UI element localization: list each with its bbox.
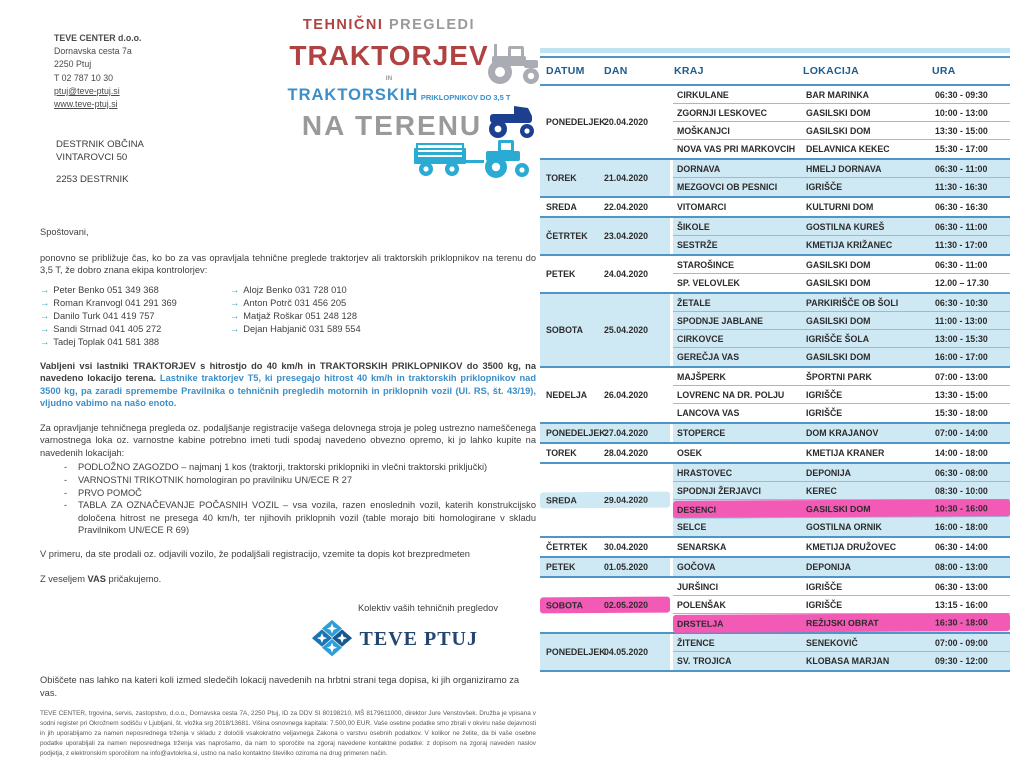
schedule-day-cell [540,558,670,576]
schedule-day-cell [540,198,670,216]
schedule-day [540,86,670,158]
table-row [673,424,1010,442]
cell-kraj: SELCE [677,522,707,532]
column-header-lokacija: LOKACIJA [803,65,860,77]
cell-lokacija: DEPONIJA [806,562,851,572]
cell-ura: 06:30 - 09:30 [935,89,988,100]
column-header-ura: URA [932,65,956,77]
schedule-day-date: 20.04.2020 [604,117,649,127]
schedule-rows [673,294,1010,366]
contact-item [230,310,490,323]
cell-kraj: CIRKOVCE [677,333,724,344]
equipment-item: - TABLA ZA OZNAČEVANJE POČASNIH VOZIL – vsa vozila, razen enoslednih vozil, katerih konstrukcijsko določena hitrost ne presega 40 km/h, ter njihovih priklopnih vozil (table morajo biti homologirane v skladu Pravilnikom UN/ECE R 69) [64,499,536,537]
cell-lokacija: REŽIJSKI OBRAT [805,617,879,629]
contact-name: Danilo Turk 041 419 757 [53,311,155,322]
table-row [673,482,1010,500]
cell-lokacija: KEREC [806,485,837,496]
cell-lokacija: KMETIJA KRIŽANEC [806,240,893,250]
contacts-column-right [230,284,490,350]
masthead-word-priklopnikov: PRIKLOPNIKOV DO 3,5 T [420,93,511,103]
trailer-tractor-icon-cyan [412,138,534,180]
cell-kraj: SPODNJE JABLANE [677,315,764,326]
schedule-day-group [540,578,1010,634]
table-row [673,518,1010,536]
cell-lokacija: DOM KRAJANOV [806,428,879,438]
contact-name: Alojz Benko 031 728 010 [243,284,347,295]
masthead-line1 [282,16,496,36]
schedule-day-group [540,368,1010,424]
recipient-block [56,138,144,186]
table-row [673,160,1010,178]
schedule-day-name: NEDELJA [546,390,588,400]
cell-ura: 06:30 - 14:00 [935,542,988,552]
cell-lokacija: BAR MARINKA [806,89,870,100]
signoff-line: Kolektiv vaših tehničnih pregledov [357,602,498,613]
schedule-day [540,294,670,366]
sender-email: ptuj@teve-ptuj.si [54,85,120,96]
cell-kraj: ZGORNJI LESKOVEC [677,107,767,118]
schedule-rows [673,634,1010,670]
cell-lokacija: HMELJ DORNAVA [806,163,882,174]
table-row-highlighted [673,499,1010,519]
contact-item [230,323,490,336]
contact-name: Tadej Toplak 041 581 388 [53,337,160,348]
schedule-day [540,218,670,254]
schedule-day-date: 22.04.2020 [604,202,649,212]
cell-kraj: ŽETALE [677,297,711,308]
schedule-day-highlighted [540,597,670,614]
fine-print: TEVE CENTER, trgovina, servis, zastopstvo, d.o.o., Dornavska cesta 7A, 2250 Ptuj, ID za DDV SI 80198210, MŠ 8179611000, direktor Jure Venstovšek. Družba je vpisana v sodni register pri Okrožnem sodišču v Ljubljani, št. vložka srg 2018/13681. Višina osnovnega kapitala: 7.500,00 EUR. Vaše osebne podatke smo zbrali v okviru naše dejavnosti in jih uporabljamo za namen neposrednega trženja v skladu z določili vsakokratno veljavnega Zakona o varstvu osebnih podatkov. V kolikor ne želite, da bi vaše osebne podatke uporabljali za namen neposrednega trženja vas naprošamo, da nam to sporočite na zgoraj navedene kontaktne podatke: z dopisom na zgoraj naveden naslov podjetja, z elektronskim sporočilom na info@avtokrka.si, ustno na našo kontaktno številko oziroma na drug primeren način. [40,710,536,758]
masthead-line4 [282,84,516,106]
schedule-day-group [540,464,1010,538]
schedule-day-name: SOBOTA [545,600,584,611]
sender-phone: T 02 787 10 30 [54,72,114,83]
schedule-rows [673,424,1010,442]
invitation-paragraph [40,360,536,410]
cell-lokacija: GASILSKI DOM [805,503,871,514]
cell-lokacija: IGRIŠČE [806,581,843,592]
schedule-day-cell [540,424,670,442]
schedule-day-highlighted [540,492,670,509]
schedule-day-cell [540,86,670,158]
cell-kraj: STOPERCE [677,428,726,438]
sender-city: 2250 Ptuj [54,59,92,70]
cell-ura: 11:00 - 13:00 [935,315,988,326]
contacts-list [40,284,536,350]
cell-lokacija: KMETIJA DRUŽOVEC [806,542,897,552]
table-row [673,140,1010,158]
schedule-day-cell [540,160,670,196]
schedule-day-name: PETEK [546,562,576,572]
schedule-day-group [540,424,1010,444]
contact-name: Sandi Strnad 041 405 272 [53,324,162,335]
schedule-rows [673,198,1010,216]
equipment-item: - PODLOŽNO ZAGOZDO – najmanj 1 kos (traktorji, traktorski priklopniki in vlečni traktorski priključki) [64,461,536,474]
schedule-day-group [540,558,1010,578]
letter-head [40,16,536,220]
cell-lokacija: PARKIRIŠČE OB ŠOLI [806,297,899,308]
cell-ura: 13:00 - 15:30 [935,333,988,344]
cell-kraj: OSEK [677,448,702,458]
cell-lokacija: GASILSKI DOM [806,107,871,118]
cell-kraj: SV. TROJICA [677,656,732,666]
table-row [673,404,1010,422]
table-row [673,330,1010,348]
schedule-rows [673,368,1010,422]
cell-kraj: SPODNJI ŽERJAVCI [677,485,761,496]
cell-kraj: LANCOVA VAS [677,408,740,418]
schedule-day-group [540,256,1010,294]
schedule-day-date: 24.04.2020 [604,269,649,279]
arrow-icon: → [230,297,240,308]
arrow-icon: → [40,284,50,295]
schedule-day [540,444,670,462]
invitation-dark-text: Vabljeni vsi lastniki TRAKTORJEV s hitrostjo do 40 km/h in TRAKTORSKIH PRIKLOPNIKOV do 3500 kg, na navedeno lokacijo terena. [40,360,536,384]
cell-lokacija: SENEKOVIČ [806,637,858,648]
schedule-top-band [540,48,1010,53]
schedule-day [540,538,670,556]
cell-ura: 13:30 - 15:00 [935,125,988,136]
schedule-day-date: 30.04.2020 [604,542,649,552]
table-row [673,198,1010,216]
cell-ura: 06:30 - 08:00 [935,467,988,478]
cell-lokacija: IGRIŠČE ŠOLA [806,333,870,344]
schedule-day [540,424,670,442]
table-row [673,178,1010,196]
table-row [673,312,1010,330]
schedule-day-name: PONEDELJEK [546,428,606,438]
table-row [673,558,1010,576]
schedule-rows [673,218,1010,254]
masthead-word-traktorskih: TRAKTORSKIH [287,86,419,105]
quad-icon-navy [484,104,540,140]
cell-ura: 06:30 - 13:00 [935,581,988,592]
contact-item [230,297,490,310]
cell-kraj: STAROŠINCE [677,259,735,270]
cell-ura: 10:30 - 16:00 [934,502,988,514]
cell-kraj: DESENCI [676,504,717,515]
contact-name: Matjaž Roškar 051 248 128 [243,311,357,322]
cell-kraj: VITOMARCI [677,202,727,212]
teve-logo-icon [311,618,353,660]
sender-block [54,32,141,111]
contact-name: Dejan Habjanič 031 589 554 [243,324,361,335]
schedule-day-date: 02.05.2020 [603,599,649,611]
schedule-day-date: 26.04.2020 [604,390,649,400]
arrow-icon: → [40,297,50,308]
schedule-day-group [540,160,1010,198]
cell-ura: 08:30 - 10:00 [935,485,988,496]
schedule-day-group [540,86,1010,160]
table-row [673,218,1010,236]
column-header-kraj: KRAJ [674,65,704,77]
letter [40,16,536,759]
contact-item [40,336,230,349]
contact-item [40,323,230,336]
table-row [673,274,1010,292]
cell-ura: 08:00 - 13:00 [935,562,988,572]
recipient-line1: DESTRNIK OBČINA [56,139,144,150]
salutation: Spoštovani, [40,227,89,237]
cell-ura: 16:00 - 18:00 [935,522,988,532]
arrow-icon: → [230,311,240,322]
schedule-day-date: 23.04.2020 [604,231,649,241]
cell-ura: 07:00 - 09:00 [935,637,988,648]
table-row [673,634,1010,652]
closing-line [40,573,536,586]
schedule-day-group [540,218,1010,256]
cell-lokacija: IGRIŠČE [806,408,843,418]
schedule-day-name: TOREK [546,173,577,183]
cell-ura: 07:00 - 13:00 [935,371,988,382]
equipment-list [64,461,536,536]
closing-post: pričakujemo. [105,574,162,585]
table-row [673,538,1010,556]
sender-company: TEVE CENTER d.o.o. [54,33,142,43]
table-row [673,236,1010,254]
cell-kraj: DRSTELJA [676,618,724,629]
schedule-day-name: TOREK [546,448,577,458]
schedule-day-date: 25.04.2020 [604,325,649,335]
schedule-day-date: 28.04.2020 [604,448,649,458]
masthead-conj-in: IN [385,75,393,83]
cell-ura: 06:30 - 16:30 [935,202,988,212]
cell-ura: 14:00 - 18:00 [935,448,988,458]
table-row [673,86,1010,104]
cell-kraj: GOČOVA [677,562,716,572]
table-row [673,348,1010,366]
schedule-day-name: ČETRTEK [546,542,588,552]
masthead-word-na-terenu: NA TERENU [301,110,483,142]
cell-kraj: JURŠINCI [677,581,719,592]
cell-lokacija: KMETIJA KRANER [806,448,885,458]
table-row [673,464,1010,482]
cell-ura: 06:30 - 11:00 [935,221,988,232]
table-row [673,368,1010,386]
schedule-day-group [540,198,1010,218]
table-row [673,294,1010,312]
cell-lokacija: GOSTILNA KUREŠ [806,221,885,232]
arrow-icon: → [40,311,50,322]
sender-website: www.teve-ptuj.si [54,98,118,109]
schedule-day [540,160,670,196]
schedule-day-name: PETEK [546,269,576,279]
sender-street: Dornavska cesta 7a [54,46,132,57]
cell-ura: 06:30 - 10:30 [935,297,988,308]
cell-ura: 16:00 - 17:00 [935,352,988,362]
cell-kraj: DORNAVA [677,163,721,174]
arrow-icon: → [40,337,50,348]
cell-lokacija: IGRIŠČE [806,182,843,192]
cell-ura: 11:30 - 17:00 [935,240,988,250]
cell-kraj: GEREČJA VAS [677,352,740,362]
schedule-day-cell [540,578,670,632]
contact-name: Anton Potrč 031 456 205 [243,297,347,308]
arrow-icon: → [230,324,240,335]
schedule-day-cell [540,368,670,422]
schedule-day-group [540,538,1010,558]
schedule-day-name: PONEDELJEK [546,117,606,127]
column-header-datum: DATUM [546,65,585,77]
equipment-item: - VARNOSTNI TRIKOTNIK homologiran po pravilniku UN/ECE R 27 [64,474,536,487]
table-row [673,122,1010,140]
cell-ura: 06:30 - 11:00 [935,163,988,174]
schedule-day-cell [540,634,670,670]
table-row [673,652,1010,670]
schedule-rows [673,538,1010,556]
cell-kraj: ŠIKOLE [677,221,710,232]
tractor-icon-gray [484,42,542,88]
cell-ura: 12.00 – 17.30 [935,278,989,288]
arrow-icon: → [230,284,240,295]
cell-lokacija: GASILSKI DOM [806,315,871,326]
recipient-line2: VINTAROVCI 50 [56,152,128,164]
schedule-table [540,48,1010,672]
cell-kraj: SP. VELOVLEK [677,278,740,288]
cell-lokacija: DEPONIJA [806,467,851,478]
logo-row [40,618,536,660]
cell-kraj: LOVRENC NA DR. POLJU [677,389,785,400]
schedule-day-date: 29.04.2020 [603,494,649,506]
schedule-day [540,558,670,576]
table-row [673,104,1010,122]
cell-lokacija: ŠPORTNI PARK [806,371,872,382]
schedule-day-name: SOBOTA [546,325,583,335]
cell-kraj: SESTRŽE [677,240,718,250]
cell-kraj: ŽITENCE [677,637,715,648]
cell-lokacija: IGRIŠČE [806,599,843,610]
schedule-day-cell [540,538,670,556]
schedule-rows [673,558,1010,576]
cell-ura: 09:30 - 12:00 [935,656,988,666]
contacts-column-left [40,284,230,350]
cell-lokacija: GASILSKI DOM [806,278,871,288]
cell-ura: 07:00 - 14:00 [935,428,988,438]
cell-lokacija: KULTURNI DOM [806,202,874,212]
schedule-day-date: 21.04.2020 [604,173,649,183]
contact-item [40,284,230,297]
closing-bold: VAS [87,574,106,585]
masthead-word-tehnicni: TEHNIČNI [302,17,384,33]
contact-name: Roman Kranvogl 041 291 369 [53,297,177,308]
cell-kraj: MEZGOVCI OB PESNICI [677,182,778,192]
schedule-day-date: 01.05.2020 [604,562,649,572]
masthead-word-traktorjev: TRAKTORJEV [289,39,489,71]
schedule-rows [673,444,1010,462]
schedule-rows [673,86,1010,158]
equipment-intro: Za opravljanje tehničnega pregleda oz. podaljšanje registracije vašega delovnega stroja je poleg ustrezno nameščenega varnostnega loka oz. varnostne kabine potrebno imeti tudi spodaj navedeno obvezno opremo, ki jo lahko kupite na navedenih lokacijah: [40,422,536,458]
table-row [673,578,1010,596]
schedule-day-cell [540,294,670,366]
cell-ura: 13:30 - 15:00 [935,389,988,400]
schedule-rows [673,578,1010,632]
schedule-day-cell [540,256,670,292]
schedule-day [540,634,670,670]
contact-item [230,284,490,297]
schedule-day-date: 04.05.2020 [604,647,649,657]
cell-ura: 15:30 - 17:00 [935,144,988,154]
contact-name: Peter Benko 051 349 368 [53,284,159,295]
schedule-day [540,368,670,422]
cell-lokacija: GASILSKI DOM [806,125,871,136]
schedule-day-cell [540,464,670,536]
invitation-blue-text: Lastnike traktorjev T5, ki presegajo hitrost 40 km/h in traktorskih priklopnikov nad 3500 kg, pa zaradi spremembe Pravilnika o tehničnih pregledih motornih in priklopnih vozil (Ul. RS, št. 43/19), vljudno vabimo na našo enoto. [40,373,536,409]
schedule-body [540,86,1010,672]
cell-kraj: HRASTOVEC [677,467,733,478]
note-paragraph: V primeru, da ste prodali oz. odjavili vozilo, že podaljšali registracijo, vzemite ta dopis kot brezpredmeten [40,548,470,559]
table-row-highlighted [673,613,1010,633]
cell-ura: 15:30 - 18:00 [935,408,988,418]
schedule-rows [673,256,1010,292]
schedule-day-date: 27.04.2020 [604,428,649,438]
cell-ura: 06:30 - 11:00 [935,259,988,270]
schedule-day-group [540,444,1010,464]
table-row [673,596,1010,614]
recipient-line3: 2253 DESTRNIK [56,173,129,185]
cell-lokacija: IGRIŠČE [806,389,843,400]
cell-lokacija: GOSTILNA ORNIK [806,522,882,532]
schedule-day-name: SREDA [546,202,577,212]
schedule-day-group [540,294,1010,368]
schedule-day-name: ČETRTEK [546,231,588,241]
cell-kraj: POLENŠAK [677,599,726,610]
cell-lokacija: KLOBASA MARJAN [806,656,890,666]
table-row [673,386,1010,404]
schedule-day-name: SREDA [545,495,577,506]
cell-lokacija: GASILSKI DOM [806,352,871,362]
cell-ura: 11:30 - 16:30 [935,182,988,192]
masthead [282,16,536,145]
schedule-day-cell [540,444,670,462]
cell-ura: 10:00 - 13:00 [935,107,988,118]
contact-item [40,310,230,323]
cell-kraj: MOŠKANJCI [677,125,730,136]
schedule-rows [673,464,1010,536]
cell-kraj: NOVA VAS PRI MARKOVCIH [677,144,796,154]
visit-note: Obiščete nas lahko na kateri koli izmed sledečih lokacij navedenih na hrbtni strani tega dopisa, ki jih organiziramo za vas. [40,675,520,698]
logo-text: TEVE PTUJ [359,627,478,650]
schedule-rows [673,160,1010,196]
column-header-dan: DAN [604,65,628,77]
table-row [673,256,1010,274]
intro-paragraph: ponovno se približuje čas, ko bo za vas opravljala tehnične preglede traktorjev ali traktorskih priklopnikov na terenu do 3,5 T, že dobro znana ekipa kontrolorjev: [40,252,536,276]
closing-pre: Z veseljem [40,574,88,585]
cell-ura: 13:15 - 16:00 [935,599,988,610]
cell-kraj: CIRKULANE [677,89,729,100]
schedule-day-group [540,634,1010,672]
schedule-day-cell [540,218,670,254]
schedule-day [540,198,670,216]
schedule-day-name: PONEDELJEK [546,647,606,657]
table-row [673,444,1010,462]
equipment-item: - PRVO POMOČ [64,487,536,500]
schedule-header-row [540,56,1010,86]
cell-kraj: MAJŠPERK [677,371,726,382]
arrow-icon: → [40,324,50,335]
cell-lokacija: GASILSKI DOM [806,259,871,270]
cell-lokacija: DELAVNICA KEKEC [806,144,890,154]
masthead-word-pregledi: PREGLEDI [388,17,476,33]
cell-ura: 16:30 - 18:00 [934,617,988,628]
contact-item [40,297,230,310]
schedule-day [540,256,670,292]
cell-kraj: SENARSKA [677,542,727,552]
